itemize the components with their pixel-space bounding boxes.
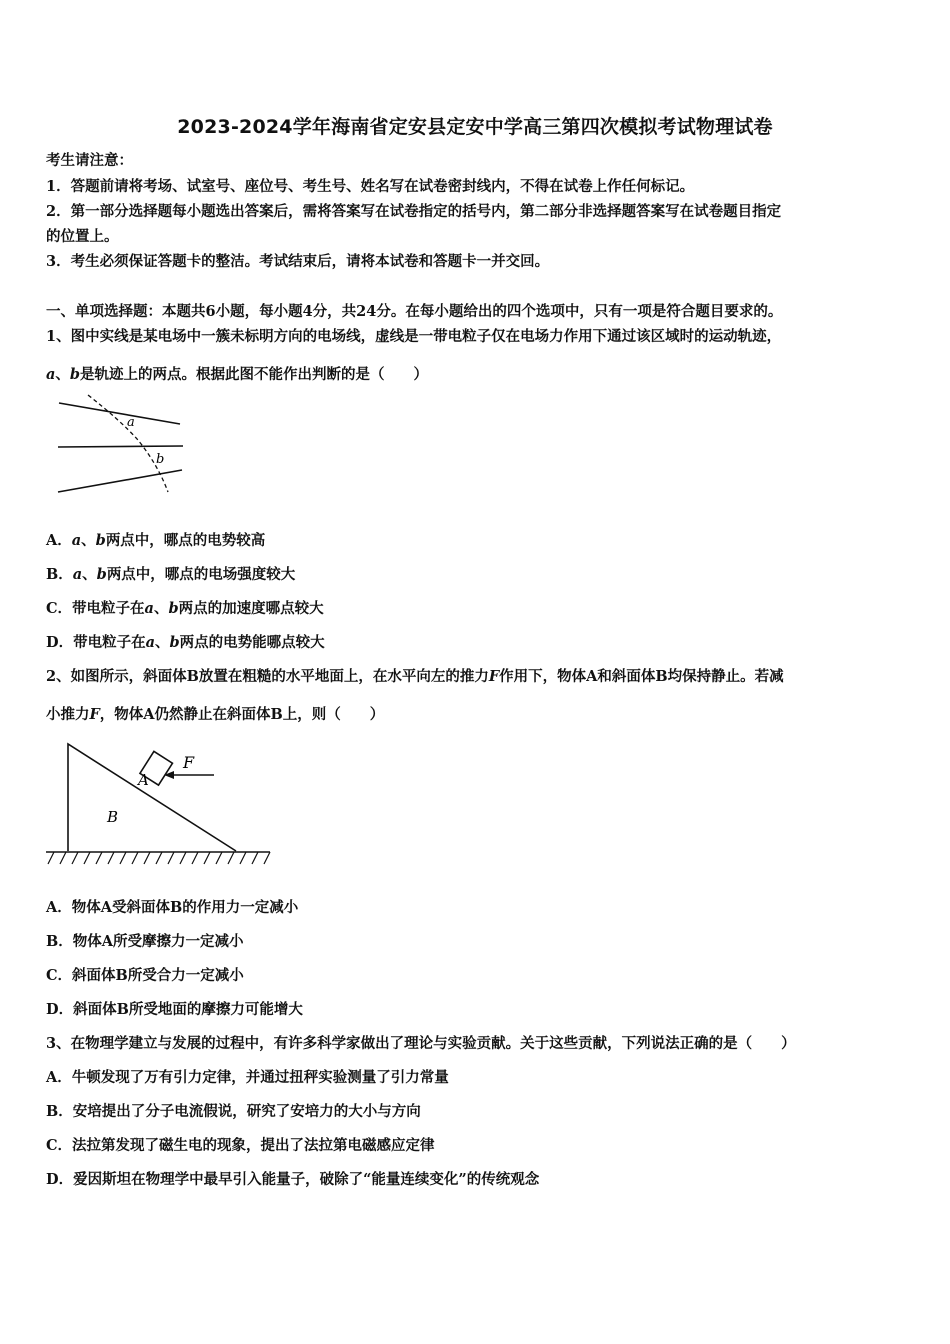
q1-option-d[interactable] [46,634,325,652]
q2-option-c[interactable]: C．斜面体B所受合力一定减小 [46,967,244,984]
notice-item-1: 1．答题前请将考场、试室号、座位号、考生号、姓名写在试卷密封线内，不得在试卷上作任何标记。 [46,178,695,195]
option-a-var: a [72,566,83,583]
q3-stem: 3、在物理学建立与发展的过程中，有许多科学家做出了理论与实验贡献。关于这些贡献，下列说法正确的是（ ） [46,1035,796,1052]
figure-label-a: a [127,415,135,430]
q3-option-b[interactable]: B．安培提出了分子电流假说，研究了安培力的大小与方向 [46,1103,421,1120]
option-sep: 、 [154,634,170,651]
separator: 、 [55,366,70,383]
q1-option-a[interactable] [46,532,265,550]
q1-field-lines-figure [50,390,190,505]
q2-option-a[interactable]: A．物体A受斜面体B的作用力一定减小 [46,899,299,916]
option-b-var: b [169,634,180,651]
notice-item-3: 3．考生必须保证答题卡的整洁。考试结束后，请将本试卷和答题卡一并交回。 [46,253,550,270]
option-letter: C． [46,600,73,617]
option-letter: A． [46,532,72,549]
q3-option-a[interactable]: A．牛顿发现了万有引力定律，并通过扭秤实验测量了引力常量 [46,1069,449,1086]
q1-stem-line2 [46,366,428,384]
option-b-var: b [168,600,179,617]
figure-label-b: b [156,452,165,467]
q2-stem-post: ，物体A仍然静止在斜面体B上，则（ ） [99,706,385,723]
q2-incline-figure [44,738,274,870]
ground-hatching [48,852,270,864]
q2-stem-pre: 小推力 [46,706,90,723]
page-title: 2023-2024学年海南省定安县定安中学高三第四次模拟考试物理试卷 [177,116,773,138]
block-a-label: A [138,771,149,789]
q2-stem-pre: 2、如图所示，斜面体B放置在粗糙的水平地面上，在水平向左的推力 [46,668,489,685]
q1-option-c[interactable] [46,600,324,618]
option-letter: B． [46,566,73,583]
notice-heading: 考生请注意： [46,152,133,169]
q3-option-d[interactable]: D．爱因斯坦在物理学中最早引入能量子，破除了“能量连续变化”的传统观念 [46,1171,540,1188]
option-text: 两点中，哪点的电场强度较大 [106,566,296,583]
q2-stem-post: 作用下，物体A和斜面体B均保持静止。若减 [499,668,784,685]
incline-label: B [107,808,119,826]
option-sep: 、 [82,566,97,583]
q1-stem-line1: 1、图中实线是某电场中一簇未标明方向的电场线，虚线是一带电粒子仅在电场力作用下通过该区域时的运动轨迹， [46,328,782,345]
option-text: 两点的加速度哪点较大 [178,600,324,617]
section-heading: 一、单项选择题：本题共6小题，每小题4分，共24分。在每小题给出的四个选项中，只有一项是符合题目要求的。 [46,303,783,320]
force-f-label: F [488,668,500,685]
q1-stem-text: 是轨迹上的两点。根据此图不能作出判断的是（ ） [80,366,429,383]
option-pre: 带电粒子在 [73,634,146,651]
q2-option-b[interactable]: B．物体A所受摩擦力一定减小 [46,933,244,950]
option-a-var: a [144,600,154,617]
q2-stem-line2 [46,706,384,724]
option-pre: 带电粒子在 [72,600,145,617]
point-a-label: a [46,366,56,383]
force-label: F [183,753,195,772]
field-line-top [59,403,180,424]
option-a-var: a [145,634,155,651]
option-b-var: b [96,566,107,583]
option-b-var: b [95,532,106,549]
q3-option-c[interactable]: C．法拉第发现了磁生电的现象，提出了法拉第电磁感应定律 [46,1137,435,1154]
option-a-var: a [71,532,82,549]
q2-option-d[interactable]: D．斜面体B所受地面的摩擦力可能增大 [46,1001,303,1018]
notice-item-2: 2．第一部分选择题每小题选出答案后，需将答案写在试卷指定的括号内，第二部分非选择题答案写在试卷题目指定 [46,203,782,220]
notice-item-2-cont: 的位置上。 [46,228,119,245]
point-b-label: b [69,366,81,383]
option-text: 两点的电势能哪点较大 [179,634,325,651]
q2-stem-line1 [46,668,784,686]
option-sep: 、 [81,532,96,549]
q1-option-b[interactable] [46,566,295,584]
force-f-label: F [89,706,100,723]
option-sep: 、 [153,600,169,617]
field-line-middle [58,446,183,447]
option-letter: D． [46,634,74,651]
option-text: 两点中，哪点的电势较高 [105,532,266,549]
